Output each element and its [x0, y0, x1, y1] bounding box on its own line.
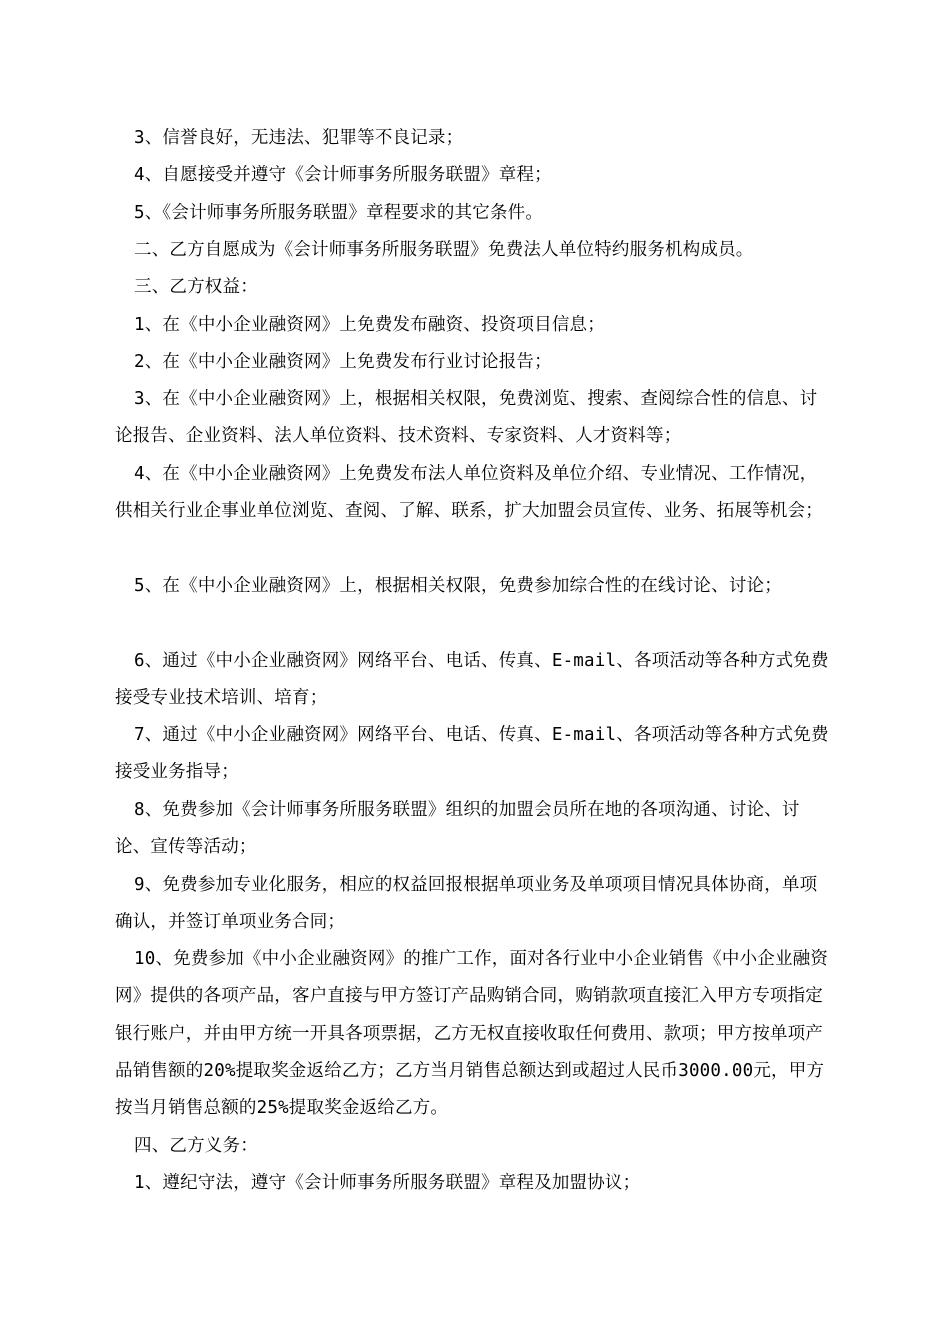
right-4-publish-unit-info: 4、在《中小企业融资网》上免费发布法人单位资料及单位介绍、专业情况、工作情况，供相关行业企事业单位浏览、查阅、了解、联系，扩大加盟会员宣传、业务、拓展等机会；: [115, 464, 823, 522]
right-1-publish-projects: 1、在《中小企业融资网》上免费发布融资、投资项目信息；: [134, 315, 605, 335]
right-8-events: 8、免费参加《会计师事务所服务联盟》组织的加盟会员所在地的各项沟通、讨论、讨论、宣传等活动；: [115, 800, 800, 858]
section-3-heading: 三、乙方权益：: [134, 277, 258, 297]
clause-3-reputation: 3、信誉良好，无违法、犯罪等不良记录；: [134, 128, 464, 148]
right-6-training: 6、通过《中小企业融资网》网络平台、电话、传真、E-mail、各项活动等各种方式免费接受专业技术培训、培育；: [115, 651, 829, 709]
right-3-browse-information: 3、在《中小企业融资网》上，根据相关权限，免费浏览、搜索、查阅综合性的信息、讨论报告、企业资料、法人单位资料、技术资料、专家资料、人才资料等；: [115, 389, 818, 447]
clause-5-other-conditions: 5、《会计师事务所服务联盟》章程要求的其它条件。: [134, 203, 544, 223]
clause-4-accept-charter: 4、自愿接受并遵守《会计师事务所服务联盟》章程；: [134, 165, 552, 185]
right-7-guidance: 7、通过《中小企业融资网》网络平台、电话、传真、E-mail、各项活动等各种方式免费接受业务指导；: [115, 725, 829, 783]
right-2-publish-reports: 2、在《中小企业融资网》上免费发布行业讨论报告；: [134, 352, 552, 372]
duty-1-abide-law: 1、遵纪守法，遵守《会计师事务所服务联盟》章程及加盟协议；: [134, 1173, 641, 1193]
right-9-specialized-services: 9、免费参加专业化服务，相应的权益回报根据单项业务及单项项目情况具体协商，单项确认，并签订单项业务合同；: [115, 875, 818, 933]
right-5-online-discussion: 5、在《中小企业融资网》上，根据相关权限，免费参加综合性的在线讨论、讨论；: [134, 576, 782, 596]
section-2-membership: 二、乙方自愿成为《会计师事务所服务联盟》免费法人单位特约服务机构成员。: [134, 240, 754, 260]
section-4-heading: 四、乙方义务：: [134, 1136, 258, 1156]
right-10-promotion: 10、免费参加《中小企业融资网》的推广工作，面对各行业中小企业销售《中小企业融资网》提供的各项产品，客户直接与甲方签订产品购销合同，购销款项直接汇入甲方专项指定银行账户，并由甲方统一开具各项票据，乙方无权直接收取任何费用、款项；甲方按单项产品销售额的20%提取奖金返给乙方；乙方当月销售总额达到或超过人民币3000.00元，甲方按当月销售总额的25%提取奖金返给乙方。: [115, 949, 829, 1119]
